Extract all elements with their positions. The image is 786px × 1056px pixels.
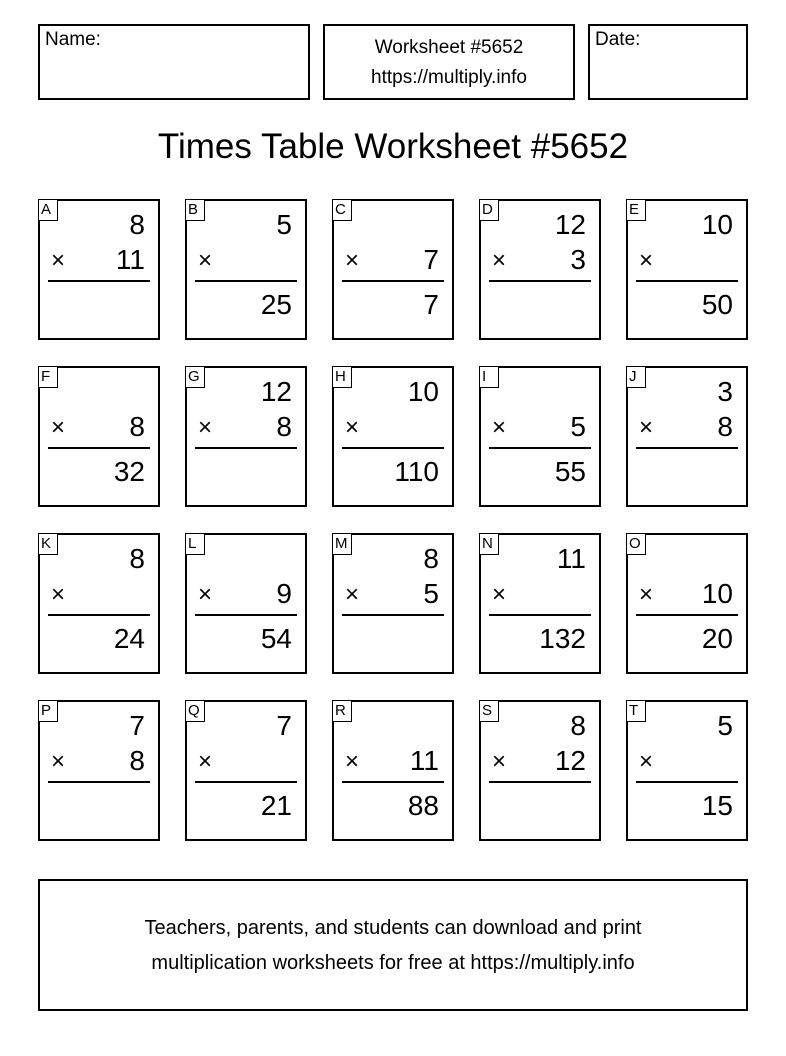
answer-rule [636,781,738,783]
problem-bottom-number: 3 [570,244,586,275]
footer-line-1: Teachers, parents, and students can download and print [144,917,642,939]
answer-rule [342,447,444,449]
footer-line-2: multiplication worksheets for free at https://multiply.info [151,952,635,974]
problem-letter: R [332,700,352,722]
answer-rule [489,614,591,616]
problem-top-number: 11 [556,543,586,574]
problem-top-number: 3 [717,376,733,407]
problem-bottom-number: 8 [276,411,292,442]
problem-card [332,366,454,507]
name-label: Name: [45,29,101,50]
times-sign: × [492,581,507,608]
problem-bottom-number: 7 [423,244,439,275]
answer-rule [342,280,444,282]
times-sign: × [198,581,213,608]
problem-bottom-number: 5 [423,578,439,609]
problem-card [185,533,307,674]
problem-card [38,700,160,841]
problem-bottom-number: 12 [554,745,586,776]
problem-letter: O [626,533,646,555]
problem-letter: B [185,199,205,221]
problem-letter: T [626,700,646,722]
problem-card [185,199,307,340]
problem-card [38,199,160,340]
problem-bottom-number: 5 [570,411,586,442]
problem-card [626,366,748,507]
problem-card [332,199,454,340]
problem-answer: 32 [113,456,145,487]
times-sign: × [639,581,654,608]
problem-answer: 25 [260,289,292,320]
problem-top-number: 10 [407,376,439,407]
problem-answer: 132 [539,623,586,654]
problem-card [332,700,454,841]
answer-rule [48,614,150,616]
footer-box [38,879,748,1011]
problem-letter: I [479,366,499,388]
problem-card [332,533,454,674]
problem-letter: F [38,366,58,388]
problem-letter: S [479,700,499,722]
times-sign: × [492,414,507,441]
problem-letter: E [626,199,646,221]
times-sign: × [345,414,360,441]
answer-rule [48,781,150,783]
problem-card [479,199,601,340]
problem-answer: 24 [113,623,145,654]
problem-bottom-number: 10 [701,578,733,609]
answer-rule [489,781,591,783]
times-sign: × [198,414,213,441]
answer-rule [195,614,297,616]
answer-rule [195,447,297,449]
problem-letter: P [38,700,58,722]
problem-letter: C [332,199,352,221]
problem-letter: J [626,366,646,388]
problem-bottom-number: 11 [409,745,439,776]
answer-rule [489,447,591,449]
problem-letter: L [185,533,205,555]
times-sign: × [51,247,66,274]
times-sign: × [51,581,66,608]
problem-answer: 7 [423,289,439,320]
answer-rule [195,781,297,783]
problem-letter: G [185,366,205,388]
problem-letter: D [479,199,499,221]
answer-rule [636,280,738,282]
problem-top-number: 7 [276,710,292,741]
times-sign: × [639,247,654,274]
times-sign: × [345,581,360,608]
date-label: Date: [595,29,641,50]
problem-letter: H [332,366,352,388]
answer-rule [342,614,444,616]
times-sign: × [639,414,654,441]
problem-answer: 21 [260,790,292,821]
answer-rule [342,781,444,783]
times-sign: × [198,247,213,274]
problem-card [626,700,748,841]
problem-letter: N [479,533,499,555]
worksheet-url: https://multiply.info [371,67,527,88]
problem-answer: 110 [394,456,439,487]
problem-bottom-number: 9 [276,578,292,609]
problem-top-number: 8 [129,543,145,574]
problem-card [185,366,307,507]
problem-card [185,700,307,841]
problem-top-number: 10 [701,209,733,240]
problem-card [479,700,601,841]
problem-top-number: 7 [129,710,145,741]
problem-answer: 54 [260,623,292,654]
times-sign: × [492,748,507,775]
problem-top-number: 8 [570,710,586,741]
problem-bottom-number: 8 [129,745,145,776]
problem-top-number: 5 [276,209,292,240]
problem-top-number: 8 [423,543,439,574]
times-sign: × [51,414,66,441]
problem-top-number: 8 [129,209,145,240]
worksheet-number: Worksheet #5652 [374,37,524,58]
problem-bottom-number: 8 [129,411,145,442]
answer-rule [489,280,591,282]
times-sign: × [639,748,654,775]
problem-letter: K [38,533,58,555]
problem-letter: M [332,533,352,555]
times-sign: × [345,247,360,274]
problem-letter: Q [185,700,205,722]
answer-rule [636,614,738,616]
problem-answer: 20 [701,623,733,654]
problem-card [38,533,160,674]
answer-rule [636,447,738,449]
problem-answer: 55 [554,456,586,487]
problem-card [38,366,160,507]
times-sign: × [51,748,66,775]
problem-bottom-number: 8 [717,411,733,442]
problem-answer: 88 [407,790,439,821]
answer-rule [195,280,297,282]
problem-bottom-number: 11 [115,244,145,275]
answer-rule [48,280,150,282]
page-title: Times Table Worksheet #5652 [157,127,629,166]
problem-top-number: 12 [554,209,586,240]
times-sign: × [492,247,507,274]
problem-letter: A [38,199,58,221]
problem-card [626,533,748,674]
problem-answer: 15 [701,790,733,821]
answer-rule [48,447,150,449]
times-sign: × [198,748,213,775]
problem-card [479,366,601,507]
problem-top-number: 12 [260,376,292,407]
problem-card [626,199,748,340]
problem-top-number: 5 [717,710,733,741]
problem-card [479,533,601,674]
times-sign: × [345,748,360,775]
problem-answer: 50 [701,289,733,320]
